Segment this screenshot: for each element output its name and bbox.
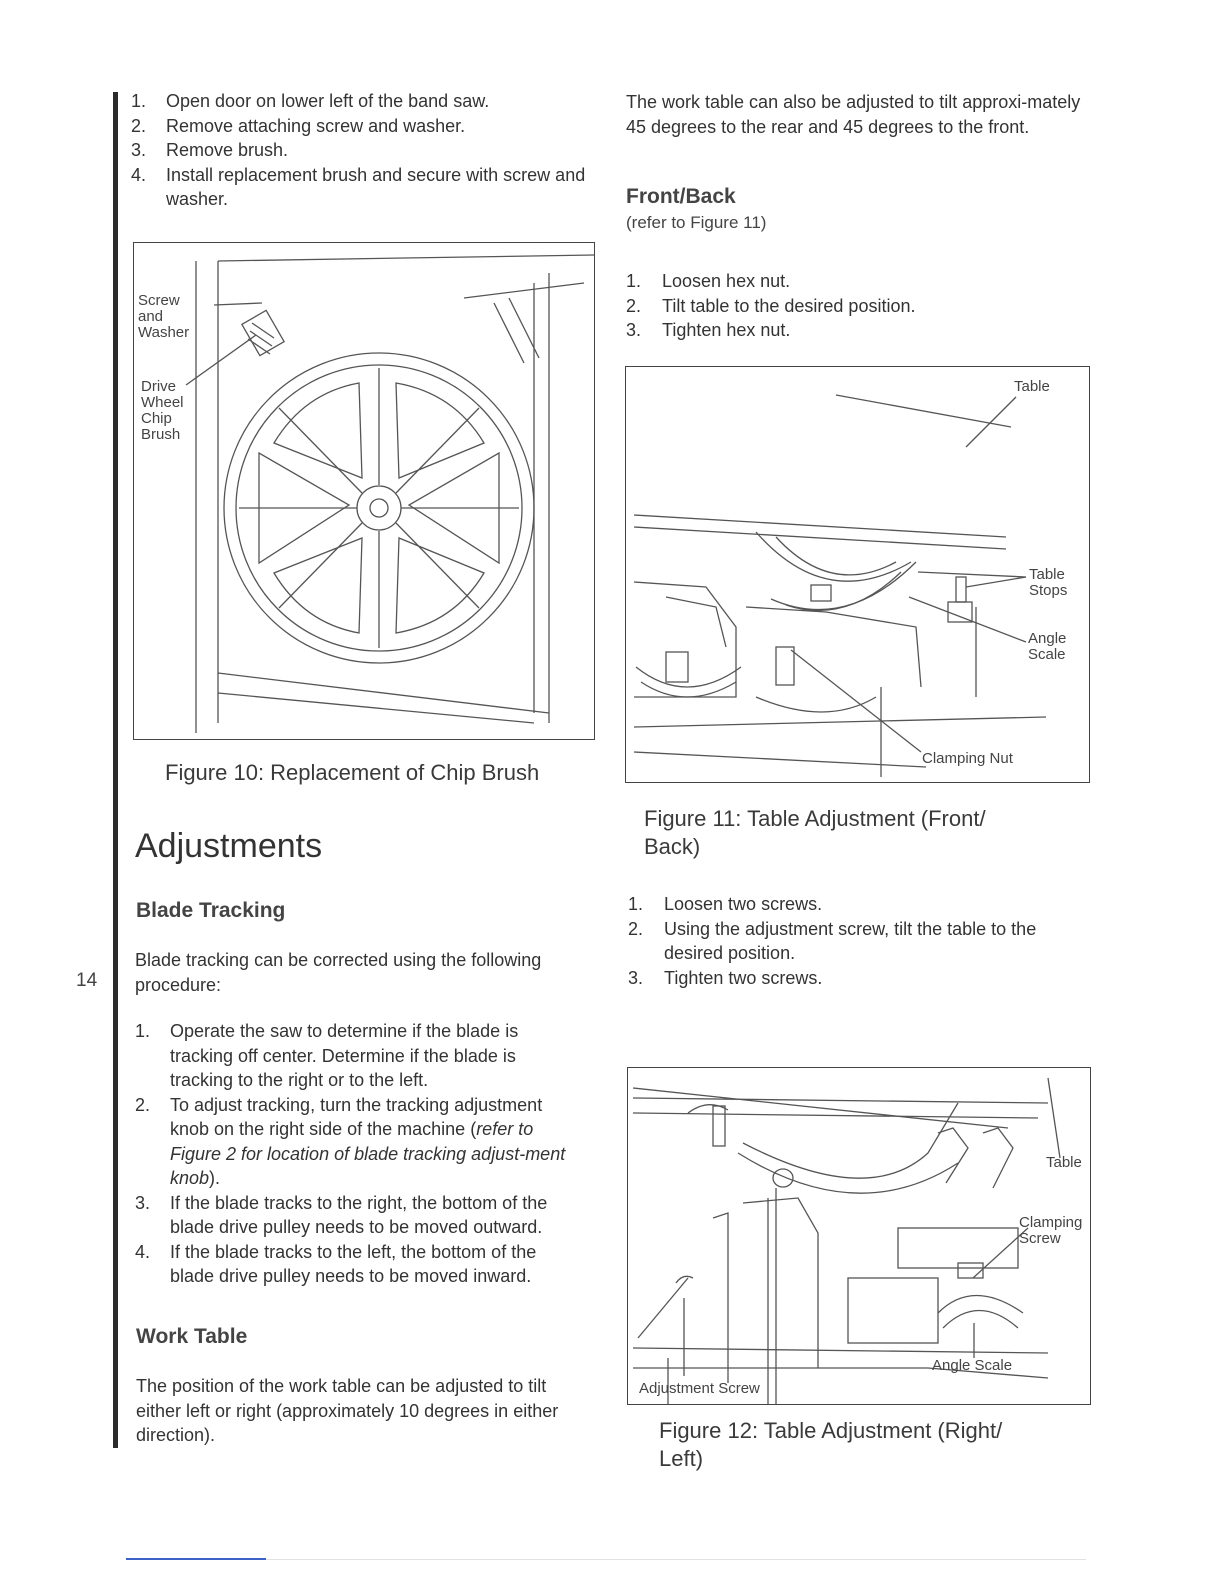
blade-tracking-heading: Blade Tracking [136, 899, 286, 922]
adjustments-heading: Adjustments [135, 827, 323, 865]
list-item: 3. Remove brush. [131, 140, 289, 160]
label-chip-brush: Drive Wheel Chip Brush [141, 378, 184, 443]
label-table: Table [1014, 378, 1050, 395]
work-table-text: The position of the work table can be adjusted to tilt either left or right (approximately 10 degrees in either direction). [136, 1376, 559, 1445]
figure-12 [627, 1067, 1091, 1405]
list-item: 2. Tilt table to the desired position. [626, 295, 916, 316]
list-item: 2. To adjust tracking, turn the tracking adjustment knob on the right side of the machine (refer to Figure 2 for location of blade tracking adjust-ment knob). [135, 1094, 566, 1188]
brush-steps [131, 89, 591, 212]
label-table: Table [1046, 1154, 1082, 1171]
front-back-heading: Front/Back [626, 185, 736, 208]
front-back-steps [626, 269, 1066, 343]
figure-10 [133, 242, 595, 740]
label-adjustment-screw: Adjustment Screw [639, 1380, 760, 1397]
list-item: 1. Open door on lower left of the band saw. [131, 91, 490, 111]
label-table-stops: Table Stops [1029, 566, 1068, 599]
front-back-ref: (refer to Figure 11) [626, 213, 767, 232]
footer-rule-light [266, 1559, 1086, 1560]
list-item: 4. If the blade tracks to the left, the bottom of the blade drive pulley needs to be moved inward. [135, 1241, 537, 1286]
label-screw-and-washer: Screw and Washer [138, 292, 190, 341]
list-item: 1. Loosen two screws. [628, 894, 823, 914]
label-angle-scale: Angle Scale [1028, 630, 1067, 663]
right-left-steps [628, 892, 1068, 990]
list-item: 4. Install replacement brush and secure with screw and washer. [131, 164, 586, 209]
front-back-illustration [626, 367, 1089, 782]
list-item: 3. Tighten hex nut. [626, 320, 791, 340]
work-table-heading: Work Table [136, 1325, 248, 1348]
figure-11 [625, 366, 1090, 783]
label-clamping-screw: Clamping Screw [1019, 1214, 1083, 1247]
list-item: 1. Operate the saw to determine if the blade is tracking off center. Determine if the blade is tracking to the right or to the left. [135, 1021, 519, 1090]
tilt-intro: The work table can also be adjusted to tilt approxi-mately 45 degrees to the rear and 45 degrees to the front. [626, 92, 1081, 137]
chip-brush-illustration [134, 243, 594, 739]
label-angle-scale: Angle Scale [932, 1357, 1013, 1374]
list-item: 3. If the blade tracks to the right, the bottom of the blade drive pulley needs to be moved outward. [135, 1192, 548, 1237]
figure-12-caption: Figure 12: Table Adjustment (Right/ Left) [659, 1418, 1003, 1471]
list-item: 2. Using the adjustment screw, tilt the table to the desired position. [628, 918, 1037, 963]
margin-bar [113, 92, 118, 1448]
label-clamping-nut: Clamping Nut [922, 750, 1013, 767]
list-item: 3. Tighten two screws. [628, 967, 823, 988]
list-item: 1. Loosen hex nut. [626, 271, 791, 291]
blade-tracking-steps [135, 1019, 580, 1289]
page-number: 14 [76, 970, 98, 991]
footer-rule [126, 1558, 266, 1560]
figure-10-caption: Figure 10: Replacement of Chip Brush [165, 760, 540, 785]
blade-tracking-intro: Blade tracking can be corrected using the following procedure: [135, 950, 542, 995]
list-item: 2. Remove attaching screw and washer. [131, 115, 466, 136]
figure-11-caption: Figure 11: Table Adjustment (Front/ Back) [644, 806, 986, 859]
